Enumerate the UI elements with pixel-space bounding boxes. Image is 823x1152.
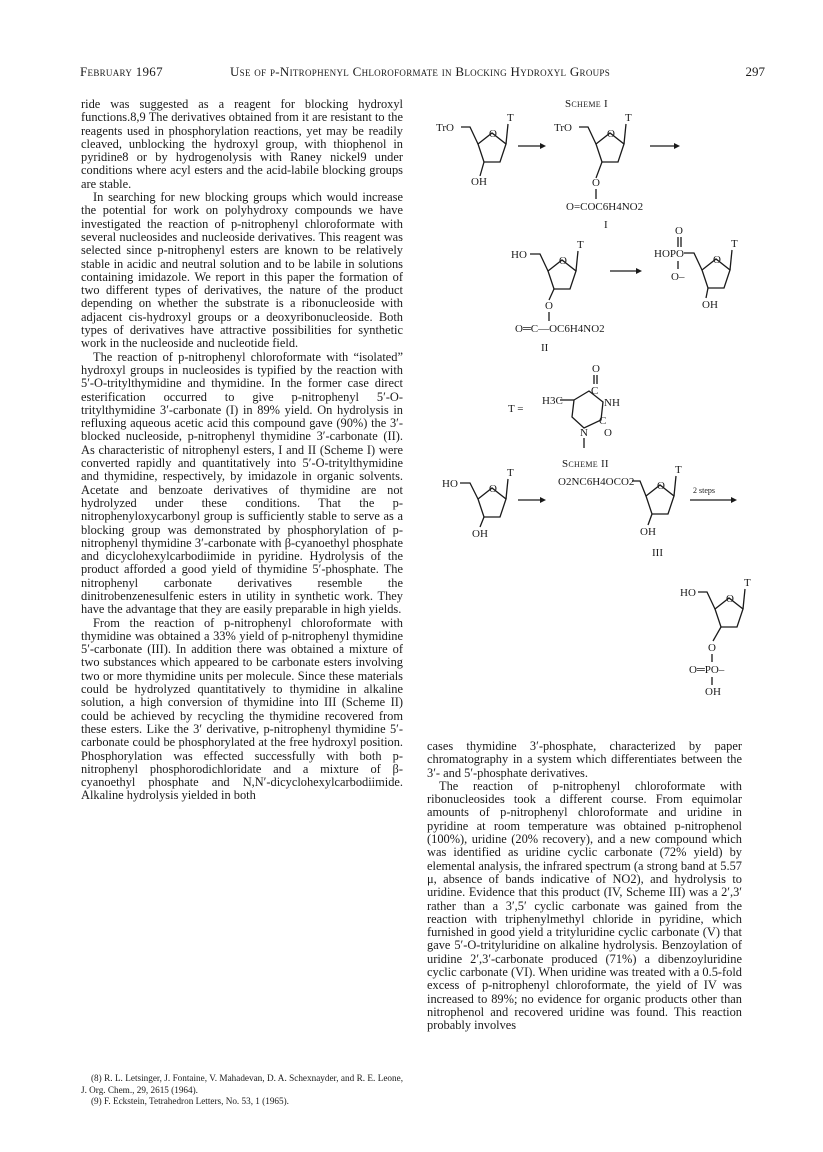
paragraph: From the reaction of p-nitrophenyl chloroformate with thymidine was obtained a 33% yield of p-nitrophenyl thymidine 5′-carbonate (III). In addition there was obtained a mixture of two substances which appeared to be carbonate esters involving two or more thymidine units per molecule. Since these materials could be hydrolyzed quantitatively to thymidine in alkaline solution, a high conversion of thymidine into III (Scheme II) could be achieved by recycling the thymidine recovered from these esters. Like the 3′ derivative, p-nitrophenyl thymidine 5′-carbonate could be phosphorylated at the free hydroxyl position. Phosphorylation was effected successfully with both p-nitrophenyl phosphorodichloridate and a mixture of β-cyanoethyl phosphate and N,N′-dicyclohexylcarbodiimide. Alkaline hydrolysis yielded in both: [81, 615, 403, 803]
scheme-2-title: Scheme II: [562, 458, 609, 470]
phosphate-group: O═PO–: [689, 664, 725, 676]
scheme-1-structure-a: [436, 112, 514, 188]
ho-label: HO: [680, 587, 696, 599]
base-t: T: [507, 112, 514, 124]
base-t: T: [675, 464, 682, 476]
carbonyl-oxygen: O: [604, 427, 612, 439]
ring-oxygen: O: [489, 483, 497, 495]
compound-label-III: III: [652, 547, 663, 559]
carbonyl-group: O═C—OC6H4NO2: [515, 323, 605, 335]
methyl-group: H3C: [542, 395, 563, 407]
reaction-arrow: [518, 497, 546, 503]
tro-label: TrO: [436, 122, 454, 134]
scheme-1-title: Scheme I: [565, 98, 608, 110]
compound-label-I: I: [604, 219, 608, 231]
hydroxyl: OH: [640, 526, 656, 538]
phosphoryl-oxygen: O: [675, 225, 683, 237]
ring-nh: NH: [604, 397, 620, 409]
paragraph: The reaction of p-nitrophenyl chloroformate with ribonucleosides took a different course. From equimolar amounts of p-nitrophenyl chloroformate and uridine in pyridine at room temperature was obtained p-nitrophenol (100%), uridine (20% recovery), and a new compound which was identified as uridine cyclic carbonate (72% yield) by elemental analysis, the infrared spectrum (a strong band at 5.57 μ, absence of bands indicative of NO2), and hydrolysis to uridine. Evidence that this product (IV, Scheme III) was a 2′,3′ rather than a 3′,5′ cyclic carbonate was gained from the reaction with triphenylmethyl chloride in pyridine, which furnished in good yield a trityluridine cyclic carbonate (V) that gave 5′-O-trityluridine on alkaline hydrolysis. Benzoylation of uridine 2′,3′-carbonate produced (71%) a dibenzoyluridine cyclic carbonate (VI). When uridine was treated with a 0.5-fold excess of p-nitrophenyl chloroformate, the yield of IV was increased to 89%; no evidence for organic products other than nitrophenol and recovered uridine was found. This reaction probably involves: [427, 778, 742, 1033]
ring-oxygen: O: [607, 128, 615, 140]
ring-oxygen: O: [657, 480, 665, 492]
paragraph: In searching for new blocking groups which would increase the potential for work on polyhydroxy compounds we have investigated the reaction of p-nitrophenyl chloroformate with several nucleosides and nucleoside derivatives. This reagent was selected since p-nitrophenyl esters are known to be relatively stable in acidic and neutral solution and to be labile in solutions containing imidazole. We report in this paper the formation of two different types of derivatives, the nature of the product depending on whether the substrate is a ribonucleoside with adjacent cis-hydroxyl groups or a deoxyribonucleoside. Both types of derivatives have attractive possibilities for synthetic work in the nucleoside and nucleotide field.: [81, 190, 403, 351]
header-running-title: Use of p-Nitrophenyl Chloroformate in Blocking Hydroxyl Groups: [229, 64, 611, 79]
paragraph: ride was suggested as a reagent for blocking hydroxyl functions.8,9 The derivatives obtained from it are resistant to the reagents used in phosphorylation reactions, yet may be readily cleaved, unblocking the hydroxyl group, with thiophenol in pyridine8 or by hydrogenolysis with Raney nickel9 under conditions where acyl esters and the acid-labile blocking groups are stable.: [81, 97, 403, 191]
ring-oxygen: O: [726, 593, 734, 605]
base-t: T: [577, 239, 584, 251]
ho-label: HO: [442, 478, 458, 490]
base-t: T: [507, 467, 514, 479]
compound-label-II: II: [541, 342, 549, 354]
paragraph: cases thymidine 3′-phosphate, characterized by paper chromatography in a system which differentiates between the 3′- and 5′-phosphate derivatives.: [427, 739, 742, 780]
hydroxyl: OH: [471, 176, 487, 188]
ester-oxygen: O: [592, 177, 600, 189]
oxide-anion: O–: [671, 271, 685, 283]
hopo-label: HOPO: [654, 248, 684, 260]
ho-label: HO: [511, 249, 527, 261]
scheme-1-structure-II: [511, 239, 605, 354]
footnote-8: (8) R. L. Letsinger, J. Fontaine, V. Mahadevan, D. A. Schexnayder, and R. E. Leone, J. Org. Chem., 29, 2615 (1964).: [81, 1073, 403, 1095]
reaction-arrow: [610, 268, 642, 274]
scheme-2-structure-III: [558, 464, 682, 559]
scheme-1-phosphate-product: [654, 225, 738, 311]
base-t: T: [744, 577, 751, 589]
reaction-arrow: [518, 143, 546, 149]
phosphate-hydroxyl: OH: [705, 686, 721, 698]
ester-oxygen: O: [708, 642, 716, 654]
ring-oxygen: O: [559, 255, 567, 267]
thymine-carbon: C: [591, 385, 599, 397]
scheme-1-structure-I: [554, 112, 643, 231]
base-t: T: [625, 112, 632, 124]
hydroxyl: OH: [472, 528, 488, 540]
header-page-number: 297: [745, 64, 765, 79]
scheme-2-phosphate-product: [680, 577, 751, 698]
ring-oxygen: O: [489, 128, 497, 140]
paragraph: The reaction of p-nitrophenyl chloroformate with “isolated” hydroxyl groups in nucleosides is typified by the reaction with 5′-O-tritylthymidine and thymidine. In the former case direct esterification occurred to give p-nitrophenyl 5′-O-tritylthymidine 3′-carbonate (I) in 89% yield. On hydrolysis in refluxing aqueous acetic acid this compound gave (90%) the 3′-blocked nucleoside, p-nitrophenyl thymidine 3′-carbonate (II). As characteristic of nitrophenyl esters, I and II (Scheme I) were converted rapidly and quantitatively into 5′-O-tritylthymidine and thymidine, respectively, by imidazole in organic solvents. Acetate and benzoate derivatives of thymidine are not hydrolyzed under these conditions. That the p-nitrophenyloxycarbonyl group is sufficiently stable to serve as a blocking group was demonstrated by phosphorylation of p-nitrophenyl thymidine 3′-carbonate with β-cyanoethyl phosphate and dicyclohexylcarbodiimide in pyridine. Hydrolysis of the product afforded a good yield of thymidine 5′-phosphate. The nitrophenyl carbonate derivatives resemble the dinitrobenzenesulfenic esters in utility in synthetic work. They have the advantage that they are easily preparable in high yields.: [81, 349, 403, 617]
two-step-arrow: [690, 486, 737, 503]
t-definition-label: T =: [508, 403, 524, 415]
thymine-carbon-2: C: [599, 415, 607, 427]
ring-n: N: [580, 427, 588, 439]
reaction-arrow: [650, 143, 680, 149]
scheme-2-thymidine: [442, 467, 514, 540]
carbonate-group: O=COC6H4NO2: [566, 201, 644, 213]
thymine-definition: [508, 363, 620, 448]
ester-oxygen: O: [545, 300, 553, 312]
nitrophenyl-carbonate-label: O2NC6H4OCO2: [558, 476, 635, 488]
hydroxyl: OH: [702, 299, 718, 311]
two-steps-label: 2 steps: [693, 486, 715, 495]
header-date: February 1967: [80, 64, 163, 79]
base-t: T: [731, 238, 738, 250]
thymine-oxygen: O: [592, 363, 600, 375]
footnote-9: (9) F. Eckstein, Tetrahedron Letters, No. 53, 1 (1965).: [91, 1096, 289, 1106]
tro-label: TrO: [554, 122, 572, 134]
ring-oxygen: O: [713, 254, 721, 266]
